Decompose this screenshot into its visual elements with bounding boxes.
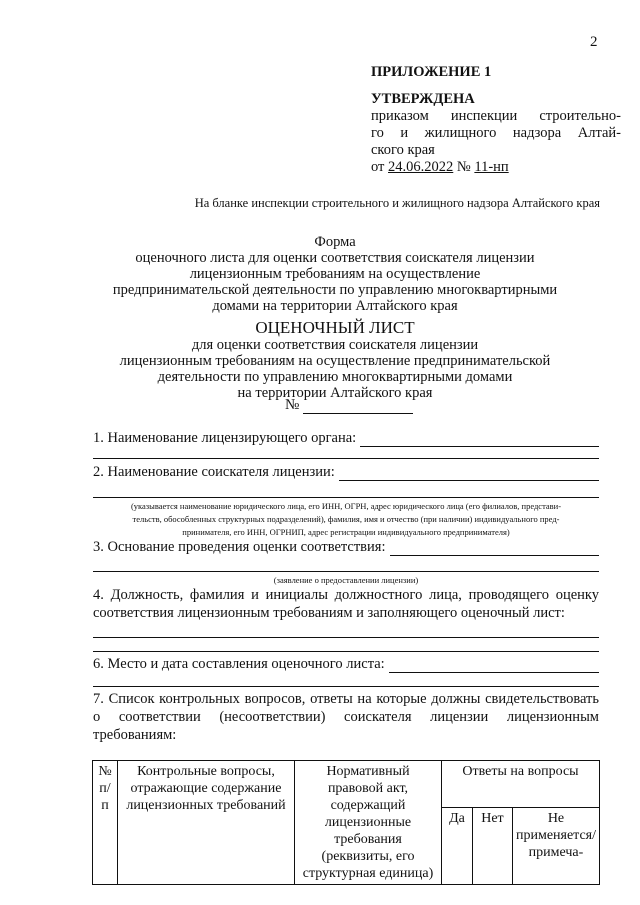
field-1-extra-line[interactable]	[93, 458, 599, 459]
field-3-blank[interactable]	[390, 541, 600, 556]
sheet-number-label: №	[285, 397, 300, 413]
field-6-label: 6. Место и дата составления оценочного листа:	[93, 656, 385, 672]
col-na-header: Не применяется/ примеча-	[512, 808, 599, 885]
form-title	[90, 234, 580, 314]
field-2-extra-line[interactable]	[93, 497, 599, 498]
form-title-line-3: лицензионным требованиям на осуществление	[189, 266, 481, 282]
col-number-header: № п/п	[93, 761, 118, 885]
sheet-title	[90, 318, 580, 401]
field-licensing-authority	[93, 429, 599, 447]
page-number: 2	[590, 34, 598, 50]
form-title-line-5: домами на территории Алтайского края	[212, 298, 458, 314]
field-6-extra-line[interactable]	[93, 686, 599, 687]
field-2-blank[interactable]	[339, 466, 599, 481]
approved-label: УТВЕРЖДЕНА	[371, 91, 475, 107]
field-3-label: 3. Основание проведения оценки соответствия:	[93, 539, 386, 555]
sheet-title-line-5: на территории Алтайского края	[237, 385, 433, 401]
date-prefix: от	[371, 159, 385, 175]
blank-note: На бланке инспекции строительного и жилищного надзора Алтайского края	[194, 196, 600, 210]
col-answers-header: Ответы на вопросы	[442, 761, 600, 808]
field-assessment-basis	[93, 538, 599, 556]
sheet-title-line-2: для оценки соответствия соискателя лицензии	[191, 337, 479, 353]
field-7-label: 7. Список контрольных вопросов, ответы на которые должны свидетельствовать о соответствии (несоответствии) соискателя лицензии лицензионным требованиям:	[93, 691, 599, 743]
sheet-number-line	[285, 397, 413, 414]
number-prefix: №	[456, 159, 471, 175]
field-4-line-1[interactable]	[93, 637, 599, 638]
sheet-title-heading: ОЦЕНОЧНЫЙ ЛИСТ	[255, 318, 415, 337]
order-line-3: ского края	[371, 142, 435, 158]
field-1-label: 1. Наименование лицензирующего органа:	[93, 430, 357, 446]
order-line-2: го и жилищного надзора Алтай-	[371, 125, 621, 141]
field-place-date	[93, 655, 599, 673]
sheet-title-line-3: лицензионным требованиям на осуществление предпринимательской	[119, 353, 551, 369]
order-line-1: приказом инспекции строительно-	[371, 108, 621, 124]
appendix-title: ПРИЛОЖЕНИЕ 1	[371, 64, 492, 80]
form-title-line-4: предпринимательской деятельности по управлению многоквартирными	[112, 282, 558, 298]
col-questions-header: Контрольные вопросы, отражающие содержание лицензионных требований	[118, 761, 295, 885]
appendix-block	[371, 64, 621, 176]
field-2-note	[93, 500, 599, 539]
field-1-blank[interactable]	[360, 432, 599, 447]
field-3-note: (заявление о предоставлении лицензии)	[273, 575, 419, 585]
form-title-line-1: Форма	[314, 234, 356, 250]
form-title-line-2: оценочного листа для оценки соответствия соискателя лицензии	[135, 250, 535, 266]
sheet-title-line-4: деятельности по управлению многоквартирными домами	[157, 369, 513, 385]
field-applicant-name	[93, 463, 599, 481]
table-header-row-1	[93, 761, 600, 808]
col-yes-header: Да	[442, 808, 473, 885]
order-number: 11-нп	[474, 159, 509, 175]
field-4-line-2[interactable]	[93, 651, 599, 652]
order-date-line	[371, 159, 621, 176]
field-6-blank[interactable]	[389, 658, 599, 673]
sheet-number-blank[interactable]	[303, 399, 413, 414]
col-no-header: Нет	[472, 808, 512, 885]
field-2-note-line-1: (указывается наименование юридического лица, его ИНН, ОГРН, адрес юридического лица (его филиалов, представи-	[130, 501, 562, 511]
field-3-extra-line[interactable]	[93, 571, 599, 572]
questions-table	[92, 760, 600, 885]
col-act-header: Нормативный правовой акт, содержащий лицензионные требования (реквизиты, его структурная единица)	[295, 761, 442, 885]
field-2-note-line-3: принимателя, его ИНН, ОГРНИП, адрес регистрации индивидуального предпринимателя)	[182, 527, 510, 537]
order-date: 24.06.2022	[388, 159, 454, 175]
field-2-note-line-2: тельств, обособленных структурных подразделений), фамилия, имя и отчество (при наличии) индивидуального пред-	[132, 514, 560, 524]
field-4-label: 4. Должность, фамилия и инициалы должностного лица, проводящего оценку соответствия лицензионным требованиям и заполняющего оценочный лист:	[93, 587, 599, 621]
field-2-label: 2. Наименование соискателя лицензии:	[93, 464, 335, 480]
